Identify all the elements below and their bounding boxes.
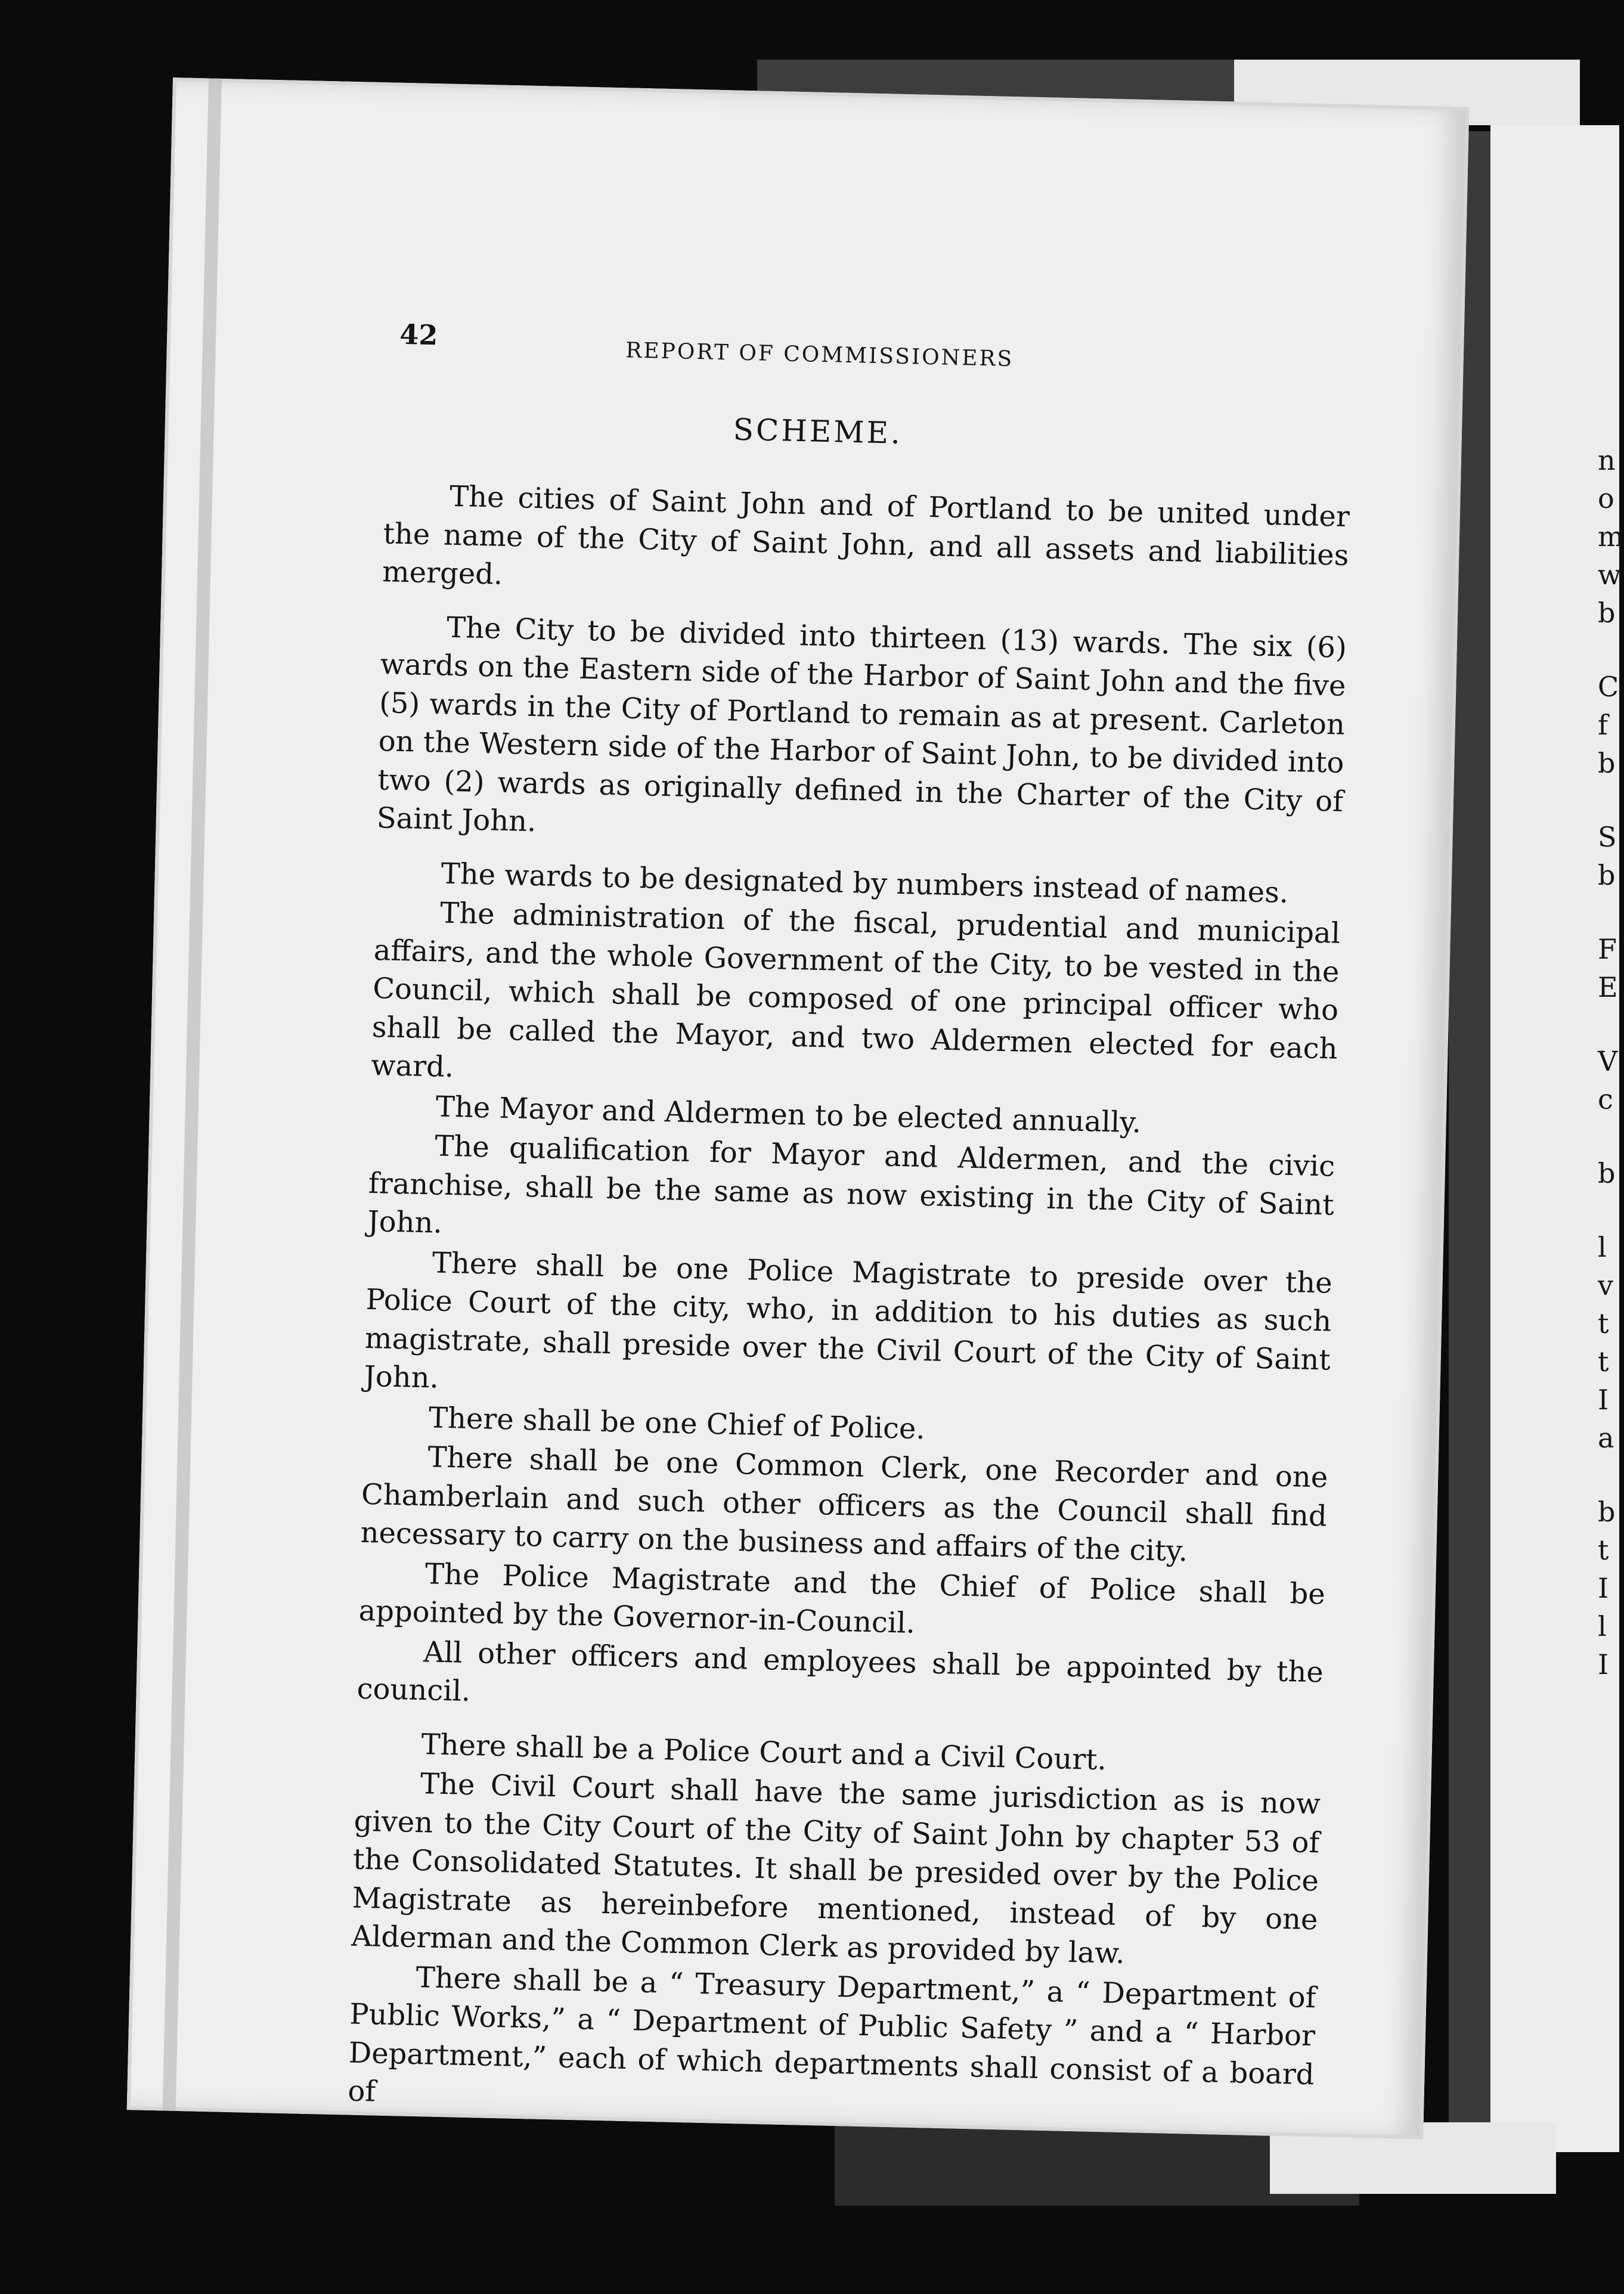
facing-page-letter: I — [1598, 1572, 1609, 1604]
paragraph: The Mayor and Aldermen to be elected annually. — [435, 1089, 1142, 1139]
facing-page-letter: n — [1598, 444, 1616, 476]
facing-page-letter: b — [1598, 597, 1616, 629]
paragraph: The administration of the fiscal, prudential and municipal affairs, and the whole Government of the City, to be vested in the Council, which shall be composed of one principal officer who shall be called the Mayor, and two Aldermen elected for each ward. — [370, 896, 1341, 1084]
facing-page-letter: F — [1598, 933, 1617, 965]
paragraph: The qualification for Mayor and Aldermen, and the civic franchise, shall be the same as now existing in the City of Saint John. — [367, 1129, 1335, 1240]
facing-page-letter: o — [1598, 482, 1614, 514]
paragraph: There shall be a Police Court and a Civil Court. — [421, 1727, 1107, 1777]
facing-page-letter: b — [1598, 747, 1616, 779]
paragraph: There shall be one Police Magistrate to preside over the Police Court of the city, who, in addition to his duties as such magistrate, shall preside over the Civil Court of the City of Saint John. — [364, 1245, 1333, 1395]
facing-page-letter: m — [1598, 520, 1624, 553]
paragraph: The cities of Saint John and of Portland to be united under the name of the City of Saint John, and all assets and liabilities merged. — [382, 479, 1350, 591]
facing-page-letter: S — [1598, 821, 1617, 853]
facing-page-letter: v — [1598, 1269, 1613, 1301]
paragraph: All other officers and employees shall be appointed by the council. — [357, 1635, 1324, 1709]
running-head: REPORT OF COMMISSIONERS — [625, 338, 1014, 372]
facing-page-letter: t — [1598, 1534, 1609, 1566]
facing-page-letter: b — [1598, 1157, 1616, 1189]
paragraph: There shall be one Common Clerk, one Recorder and one Chamberlain and such other officers as the Council shall find necessary to carry on the business and affairs of the city. — [360, 1440, 1328, 1568]
facing-page-letter: C — [1598, 671, 1619, 703]
facing-page-letter: c — [1598, 1083, 1613, 1115]
page-binding-edge — [163, 78, 222, 2111]
facing-page-letter: f — [1598, 709, 1608, 741]
paragraph: There shall be a “ Treasury Department,” a “ Department of Public Works,” a “ Department of Public Safety ” and a “ Harbor Department,” each of which departments shall consist of a board of — [347, 1960, 1317, 2109]
facing-page-letter: l — [1598, 1231, 1607, 1263]
facing-page-letter: I — [1598, 1384, 1609, 1416]
facing-page-letter: t — [1598, 1346, 1609, 1378]
facing-page-text-fragment — [1598, 441, 1624, 1684]
body-text — [348, 476, 1350, 2134]
section-title: SCHEME. — [733, 412, 903, 451]
facing-page-letter: l — [1598, 1610, 1607, 1642]
facing-page-letter: E — [1598, 971, 1618, 1003]
facing-page-letter: w — [1598, 559, 1622, 591]
facing-page-letter: b — [1598, 859, 1616, 891]
facing-page-letter: V — [1598, 1045, 1618, 1077]
facing-page-letter: a — [1598, 1422, 1614, 1454]
facing-page-letter: I — [1598, 1648, 1609, 1681]
document-page — [127, 78, 1470, 2139]
paragraph: The Civil Court shall have the same jurisdiction as is now given to the City Court of the City of Saint John by chapter 53 of the Consolidated Statutes. It shall be presided over by the Police Magistrate as hereinbefore mentioned, instead of by one Alderman and the Common Clerk as provided by law. — [351, 1767, 1321, 1971]
facing-page-letter: t — [1598, 1307, 1609, 1340]
paragraph: The wards to be designated by numbers instead of names. — [441, 857, 1289, 910]
paragraph: The Police Magistrate and the Chief of Police shall be appointed by the Governor-in-Council. — [358, 1557, 1326, 1640]
paragraph: There shall be one Chief of Police. — [428, 1400, 926, 1446]
page-number: 42 — [399, 318, 438, 352]
facing-page-letter: b — [1598, 1496, 1616, 1528]
paragraph: The City to be divided into thirteen (13) wards. The six (6) wards on the Eastern side of the Harbor of Saint John and the five (5) wards in the City of Portland to remain as at present. Carleton on the Western side of the Harbor of Saint John, to be divided into two (2) wards as originally defined in the Charter of the City of Saint John. — [376, 610, 1347, 839]
